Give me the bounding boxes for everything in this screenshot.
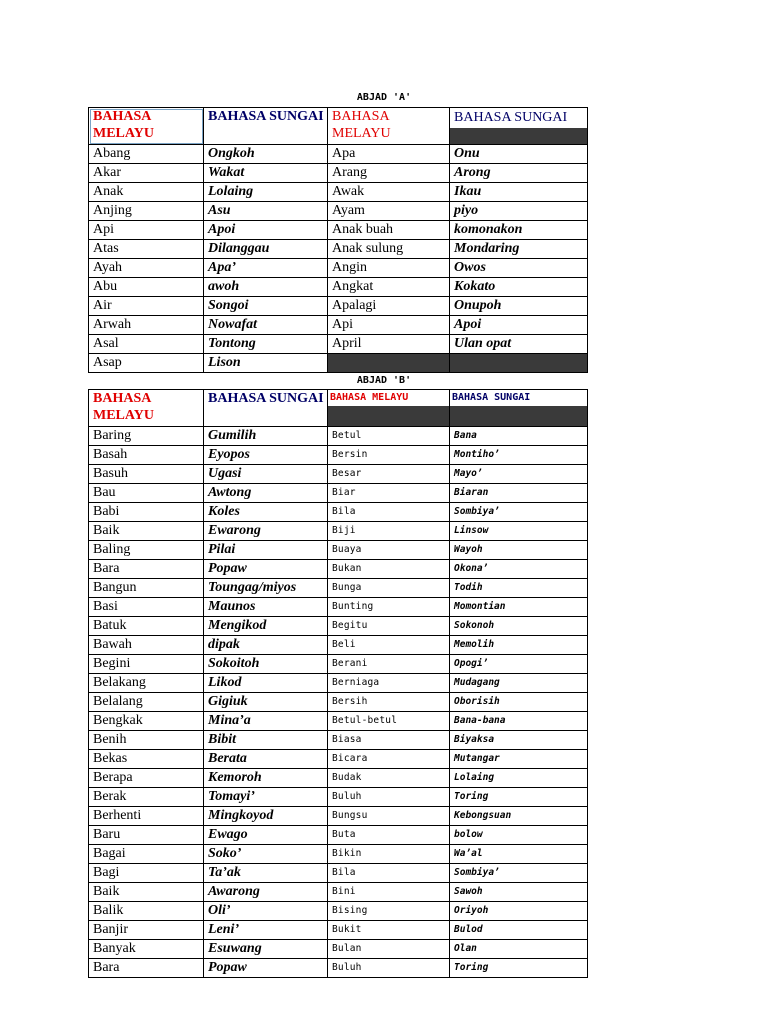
melayu-word: Arang [328,164,450,183]
melayu-word: Buluh [328,959,450,978]
melayu-word: Betul [328,427,450,446]
melayu-word: Bila [328,864,450,883]
melayu-word: Angkat [328,278,450,297]
sungai-word: Mengikod [204,617,328,636]
sungai-word: Songoi [204,297,328,316]
melayu-word: April [328,335,450,354]
melayu-word: Anak [89,183,204,202]
section-b-table [88,389,588,978]
sungai-word: piyo [450,202,588,221]
sungai-word: awoh [204,278,328,297]
sungai-word: Lolaing [450,769,588,788]
table-row [89,579,588,598]
melayu-word: Begitu [328,617,450,636]
sungai-word: Likod [204,674,328,693]
melayu-word: Bara [89,560,204,579]
sungai-word: komonakon [450,221,588,240]
header-melayu-right: BAHASA MELAYU [328,390,450,427]
melayu-word: Baru [89,826,204,845]
header-sungai: BAHASA SUNGAI [204,108,328,145]
table-row [89,788,588,807]
melayu-word: Bekas [89,750,204,769]
sungai-word: Toungag/miyos [204,579,328,598]
melayu-word: Bawah [89,636,204,655]
table-row [89,484,588,503]
melayu-word: Bunga [328,579,450,598]
sungai-word: Mudagang [450,674,588,693]
header-sungai: BAHASA SUNGAI [204,390,328,427]
sungai-word: Popaw [204,560,328,579]
sungai-word: Apoi [204,221,328,240]
sungai-word: Koles [204,503,328,522]
sungai-word: Biaran [450,484,588,503]
sungai-word: Gumilih [204,427,328,446]
table-row [89,693,588,712]
melayu-word: Bising [328,902,450,921]
sungai-word: Arong [450,164,588,183]
melayu-word: Ayam [328,202,450,221]
sungai-word: Bibit [204,731,328,750]
sungai-word: Toring [450,788,588,807]
sungai-word: Ulan opat [450,335,588,354]
table-row [89,465,588,484]
table-row [89,864,588,883]
melayu-word: Belalang [89,693,204,712]
melayu-word: Bagi [89,864,204,883]
table-row [89,807,588,826]
sungai-word: Okona’ [450,560,588,579]
melayu-word: Bulan [328,940,450,959]
melayu-word: Banyak [89,940,204,959]
table-row [89,145,588,164]
table-row [89,221,588,240]
table-row [89,297,588,316]
sungai-word: Oborisih [450,693,588,712]
sungai-word: Ewarong [204,522,328,541]
sungai-word: Kemoroh [204,769,328,788]
melayu-word: Anak sulung [328,240,450,259]
melayu-word: Bila [328,503,450,522]
melayu-word: Asal [89,335,204,354]
melayu-word: Bicara [328,750,450,769]
section-a-title: ABJAD 'A' [356,92,412,103]
melayu-word: Bukit [328,921,450,940]
table-row [89,164,588,183]
table-row [89,183,588,202]
sungai-word: Ta’ak [204,864,328,883]
table-row [89,278,588,297]
sungai-word: Pilai [204,541,328,560]
melayu-word: Baik [89,522,204,541]
table-row [89,598,588,617]
sungai-word: Lison [204,354,328,373]
header-melayu: BAHASA MELAYU [89,390,204,427]
sungai-word: Mondaring [450,240,588,259]
header-melayu-right: BAHASA MELAYU [328,108,450,145]
melayu-word: Akar [89,164,204,183]
sungai-word: Kebongsuan [450,807,588,826]
sungai-word: Leni’ [204,921,328,940]
melayu-word: Baring [89,427,204,446]
sungai-word: Biyaksa [450,731,588,750]
melayu-word: Basuh [89,465,204,484]
melayu-word: Batuk [89,617,204,636]
section-b-title: ABJAD 'B' [356,375,412,386]
melayu-word: Basi [89,598,204,617]
table-row [89,883,588,902]
sungai-word: Asu [204,202,328,221]
melayu-word: Ayah [89,259,204,278]
sungai-word: Ugasi [204,465,328,484]
sungai-word: Awtong [204,484,328,503]
melayu-word: Berak [89,788,204,807]
header-sungai-right: BAHASA SUNGAI [450,390,588,427]
sungai-word: Sombiya’ [450,864,588,883]
melayu-word: Berhenti [89,807,204,826]
table-row [89,335,588,354]
table-row [89,259,588,278]
melayu-word: Beli [328,636,450,655]
sungai-word: Todih [450,579,588,598]
melayu-word: Belakang [89,674,204,693]
melayu-word: Budak [328,769,450,788]
sungai-word: Opogi’ [450,655,588,674]
sungai-word: Onupoh [450,297,588,316]
table-row [89,446,588,465]
sungai-word: Apa’ [204,259,328,278]
sungai-word: Tomayi’ [204,788,328,807]
melayu-word: Betul-betul [328,712,450,731]
melayu-word: Baling [89,541,204,560]
sungai-word: Bana [450,427,588,446]
sungai-word: Lolaing [204,183,328,202]
sungai-word: Montiho’ [450,446,588,465]
melayu-word: Bikin [328,845,450,864]
sungai-word: Popaw [204,959,328,978]
table-row [89,959,588,978]
table-row [89,503,588,522]
table-row [89,427,588,446]
table-row [89,940,588,959]
table-row [89,826,588,845]
melayu-word: Apa [328,145,450,164]
sungai-word: Awarong [204,883,328,902]
table-row [89,712,588,731]
sungai-word: Wakat [204,164,328,183]
table-row [89,202,588,221]
melayu-word: Buluh [328,788,450,807]
melayu-word: Bersih [328,693,450,712]
sungai-word: Wayoh [450,541,588,560]
melayu-word: Bungsu [328,807,450,826]
table-row [89,921,588,940]
melayu-word: Anjing [89,202,204,221]
section-a-table [88,107,588,373]
sungai-word: Mina’a [204,712,328,731]
melayu-word: Berapa [89,769,204,788]
table-row [89,636,588,655]
melayu-word [328,354,450,373]
melayu-word: Begini [89,655,204,674]
table-row [89,240,588,259]
melayu-word: Babi [89,503,204,522]
melayu-word: Awak [328,183,450,202]
table-row [89,354,588,373]
melayu-word: Angin [328,259,450,278]
sungai-word: Owos [450,259,588,278]
melayu-word: Bunting [328,598,450,617]
sungai-word: Apoi [450,316,588,335]
melayu-word: Berani [328,655,450,674]
table-row [89,655,588,674]
sungai-word: Linsow [450,522,588,541]
sungai-word: Oli’ [204,902,328,921]
sungai-word: Eyopos [204,446,328,465]
melayu-word: Balik [89,902,204,921]
sungai-word: dipak [204,636,328,655]
melayu-word: Arwah [89,316,204,335]
melayu-word: Anak buah [328,221,450,240]
table-row [89,674,588,693]
melayu-word: Bini [328,883,450,902]
sungai-word: Soko’ [204,845,328,864]
sungai-word: Mutangar [450,750,588,769]
sungai-word: Maunos [204,598,328,617]
sungai-word: Mayo’ [450,465,588,484]
sungai-word: Ewago [204,826,328,845]
melayu-word: Atas [89,240,204,259]
melayu-word: Biji [328,522,450,541]
table-row [89,902,588,921]
sungai-word: Mingkoyod [204,807,328,826]
melayu-word: Bukan [328,560,450,579]
melayu-word: Bagai [89,845,204,864]
sungai-word: Sokoitoh [204,655,328,674]
table-row [89,617,588,636]
melayu-word: Basah [89,446,204,465]
sungai-word: Ikau [450,183,588,202]
sungai-word: Gigiuk [204,693,328,712]
sungai-word: Momontian [450,598,588,617]
header-sungai-right: BAHASA SUNGAI [450,108,588,145]
melayu-word: Benih [89,731,204,750]
sungai-word: Nowafat [204,316,328,335]
melayu-word: Biar [328,484,450,503]
melayu-word: Besar [328,465,450,484]
sungai-word: Onu [450,145,588,164]
melayu-word: Bau [89,484,204,503]
sungai-word [450,354,588,373]
melayu-word: Buaya [328,541,450,560]
sungai-word: Memolih [450,636,588,655]
melayu-word: Berniaga [328,674,450,693]
melayu-word: Bara [89,959,204,978]
melayu-word: Baik [89,883,204,902]
table-row [89,731,588,750]
table-row [89,845,588,864]
sungai-word: Oriyoh [450,902,588,921]
melayu-word: Biasa [328,731,450,750]
sungai-word: Sawoh [450,883,588,902]
melayu-word: Asap [89,354,204,373]
melayu-word: Api [328,316,450,335]
melayu-word: Abang [89,145,204,164]
sungai-word: Toring [450,959,588,978]
melayu-word: Apalagi [328,297,450,316]
sungai-word: Tontong [204,335,328,354]
melayu-word: Api [89,221,204,240]
sungai-word: Berata [204,750,328,769]
sungai-word: Dilanggau [204,240,328,259]
sungai-word: Bulod [450,921,588,940]
table-row [89,316,588,335]
melayu-word: Bersin [328,446,450,465]
sungai-word: bolow [450,826,588,845]
table-row [89,750,588,769]
table-row [89,769,588,788]
table-row [89,560,588,579]
melayu-word: Air [89,297,204,316]
sungai-word: Sombiya’ [450,503,588,522]
sungai-word: Wa’al [450,845,588,864]
sungai-word: Olan [450,940,588,959]
sungai-word: Ongkoh [204,145,328,164]
melayu-word: Abu [89,278,204,297]
melayu-word: Buta [328,826,450,845]
sungai-word: Bana-bana [450,712,588,731]
melayu-word: Bengkak [89,712,204,731]
melayu-word: Bangun [89,579,204,598]
sungai-word: Esuwang [204,940,328,959]
table-row [89,541,588,560]
header-melayu: BAHASA MELAYU [89,108,204,145]
sungai-word: Kokato [450,278,588,297]
table-row [89,522,588,541]
sungai-word: Sokonoh [450,617,588,636]
melayu-word: Banjir [89,921,204,940]
